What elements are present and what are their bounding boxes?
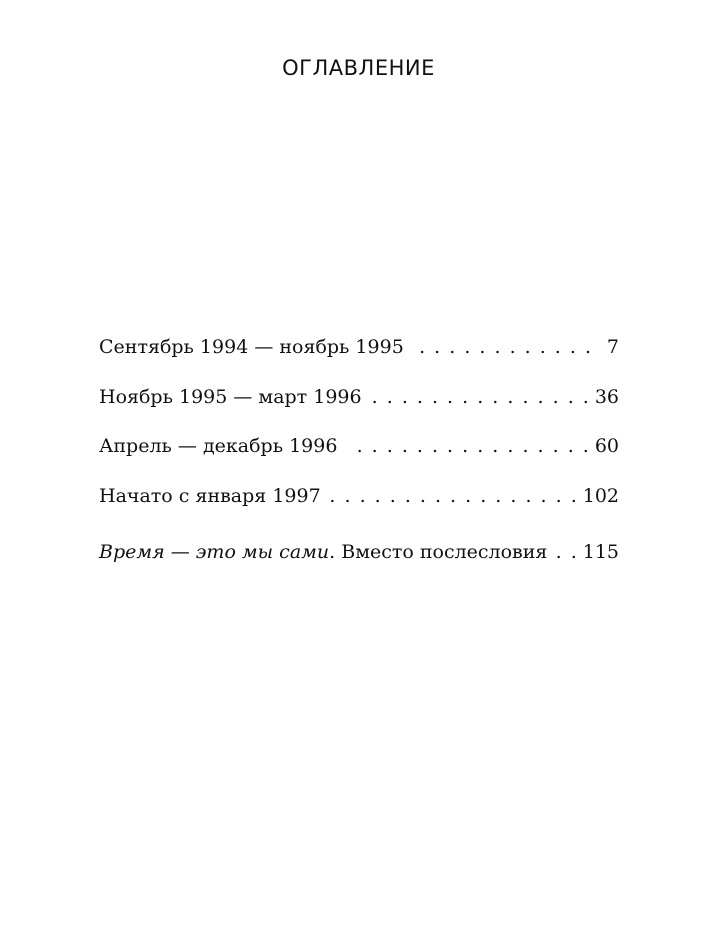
toc-entry-4[interactable] — [99, 485, 619, 515]
toc-entry-page: 115 — [582, 540, 619, 563]
toc-entry-title — [99, 541, 557, 563]
table-of-contents — [99, 336, 619, 590]
toc-entry-page: 36 — [594, 385, 619, 408]
epilogue-title-italic: Время — это мы сами. — [99, 540, 336, 563]
dot-leader — [557, 541, 576, 563]
toc-entry-title: Начато с января 1997 — [99, 484, 321, 507]
dot-leader — [347, 435, 588, 457]
toc-entry-2[interactable] — [99, 386, 619, 416]
toc-entry-page: 60 — [594, 435, 619, 457]
toc-entry-title: Ноябрь 1995 — март 1996 — [99, 385, 362, 408]
toc-entry-page: 7 — [606, 336, 619, 358]
toc-entry-page: 102 — [582, 484, 619, 507]
epilogue-title-regular: Вместо послесловия — [341, 540, 548, 563]
page-title: ОГЛАВЛЕНИЕ — [282, 56, 435, 80]
toc-entry-epilogue[interactable] — [99, 541, 619, 571]
dot-leader — [414, 336, 591, 358]
toc-entry-1[interactable] — [99, 336, 619, 366]
toc-entry-3[interactable] — [99, 435, 619, 465]
dot-leader — [372, 386, 589, 408]
toc-entry-title: Апрель — декабрь 1996 — [99, 435, 338, 457]
dot-leader — [331, 485, 577, 507]
toc-entry-title: Сентябрь 1994 — ноябрь 1995 — [99, 336, 404, 358]
